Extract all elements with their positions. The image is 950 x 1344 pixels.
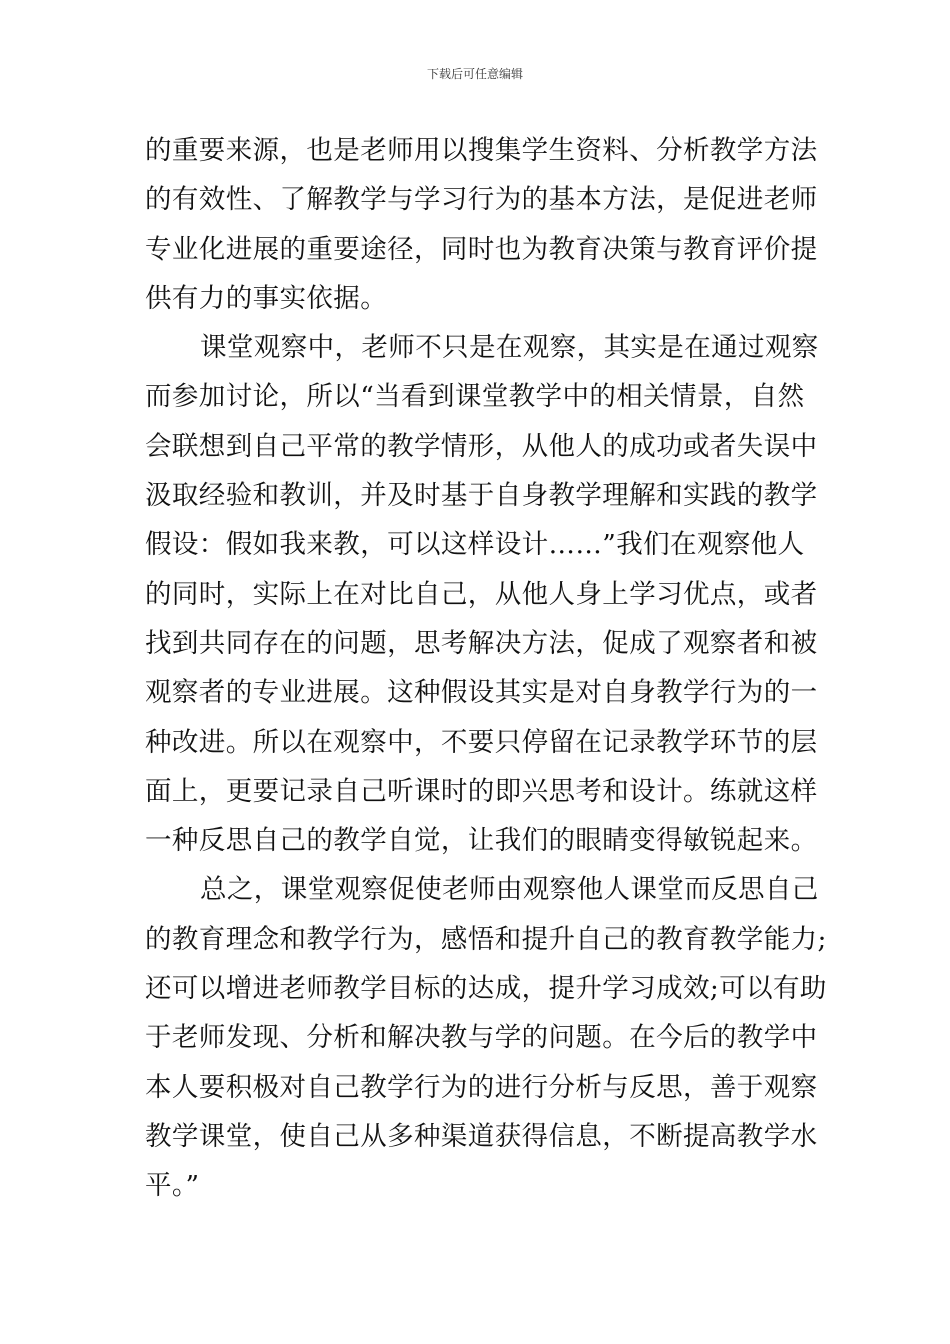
text-line: 平。” xyxy=(145,1170,200,1202)
text-line: 而参加讨论，所以“当看到课堂教学中的相关情景，自然 xyxy=(145,381,805,413)
paragraph-3 xyxy=(145,865,827,1210)
paragraph-2 xyxy=(145,323,819,865)
document-body xyxy=(145,126,827,1211)
text-line: 课堂观察中，老师不只是在观察，其实是在通过观察 xyxy=(200,332,819,364)
text-line: 的教育理念和教学行为，感悟和提升自己的教育教学能力; xyxy=(145,923,827,955)
text-line: 一种反思自己的教学自觉，让我们的眼睛变得敏锐起来。 xyxy=(145,825,818,857)
page-header: 下载后可任意编辑 xyxy=(426,67,523,81)
paragraph-1 xyxy=(145,126,818,323)
text-line: 专业化进展的重要途径，同时也为教育决策与教育评价提 xyxy=(145,233,818,265)
text-line: 的同时，实际上在对比自己，从他人身上学习优点，或者 xyxy=(145,578,818,610)
text-line: 找到共同存在的问题，思考解决方法，促成了观察者和被 xyxy=(145,627,818,659)
text-line: 面上，更要记录自己听课时的即兴思考和设计。练就这样 xyxy=(145,775,818,807)
text-line: 还可以增进老师教学目标的达成，提升学习成效;可以有助 xyxy=(145,973,827,1005)
text-line: 汲取经验和教训，并及时基于自身教学理解和实践的教学 xyxy=(145,480,818,512)
text-line: 供有力的事实依据。 xyxy=(145,282,388,314)
text-line: 总之，课堂观察促使老师由观察他人课堂而反思自己 xyxy=(200,874,819,906)
text-line: 本人要积极对自己教学行为的进行分析与反思，善于观察 xyxy=(145,1071,818,1103)
text-line: 观察者的专业进展。这种假设其实是对自身教学行为的一 xyxy=(145,677,818,709)
text-line: 的有效性、了解教学与学习行为的基本方法，是促进老师 xyxy=(145,184,818,216)
text-line: 种改进。所以在观察中，不要只停留在记录教学环节的层 xyxy=(145,726,818,758)
text-line: 的重要来源，也是老师用以搜集学生资料、分析教学方法 xyxy=(145,135,818,166)
text-line: 假设：假如我来教，可以这样设计……”我们在观察他人 xyxy=(145,529,805,561)
text-line: 于老师发现、分析和解决教与学的问题。在今后的教学中 xyxy=(145,1022,818,1054)
text-line: 教学课堂，使自己从多种渠道获得信息，不断提高教学水 xyxy=(145,1120,818,1152)
text-line: 会联想到自己平常的教学情形，从他人的成功或者失误中 xyxy=(145,430,818,462)
